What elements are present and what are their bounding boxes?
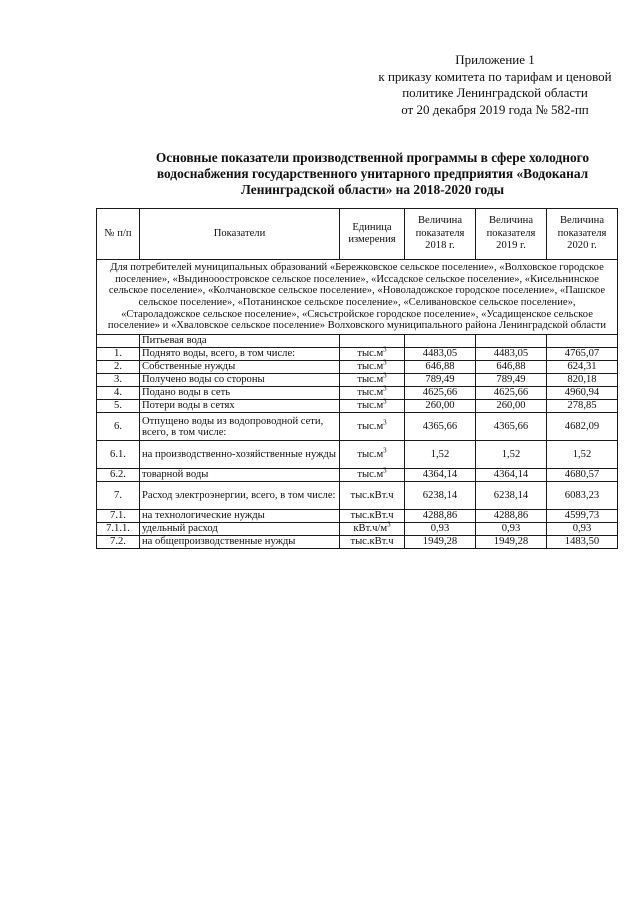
value-2018: 4288,86 [405,510,476,523]
unit-superscript: 3 [387,520,391,529]
indicator-rows [97,345,618,549]
row-indicator-name: Расход электроэнергии, всего, в том числе: [140,482,340,510]
value-2020: 4680,57 [547,469,618,482]
row-number: 1. [97,348,140,361]
unit-text: тыс.кВт.ч [350,510,394,521]
value-2018: 1,52 [405,441,476,469]
unit-text: тыс.м [357,400,384,411]
row-indicator-name: удельный расход [140,523,340,536]
annex-line-4: от 20 декабря 2019 года № 582-пп [401,101,589,117]
table-row [97,387,618,400]
value-2020: 820,18 [547,374,618,387]
value-2020: 4682,09 [547,413,618,441]
table-row [97,441,618,469]
value-2019: 789,49 [476,374,547,387]
unit-superscript: 3 [383,466,387,475]
title-line-3: Ленинградской области» на 2018-2020 годы [240,182,505,197]
row-indicator-name: Собственные нужды [140,361,340,374]
unit-text: тыс.м [357,374,384,385]
row-unit [340,384,405,400]
value-2020: 4599,73 [547,510,618,523]
table-row [97,510,618,523]
value-2018: 4625,66 [405,387,476,400]
description-row [97,260,618,335]
value-2020: 1483,50 [547,536,618,549]
table-row [97,361,618,374]
row-number: 2. [97,361,140,374]
section-empty-cell [476,335,547,348]
unit-superscript: 3 [383,371,387,380]
table-row [97,482,618,510]
section-empty-cell [405,335,476,348]
value-2018: 4364,14 [405,469,476,482]
value-2018: 4365,66 [405,413,476,441]
unit-superscript: 3 [383,418,387,427]
section-row [97,335,618,348]
section-label: Питьевая вода [140,335,340,348]
header-indicator: Показатели [140,209,340,260]
table-row [97,536,618,549]
header-num: № п/п [97,209,140,260]
row-unit [340,413,405,441]
value-2020: 624,31 [547,361,618,374]
row-indicator-name: товарной воды [140,469,340,482]
value-2019: 4365,66 [476,413,547,441]
row-number: 6.1. [97,441,140,469]
value-2018: 0,93 [405,523,476,536]
value-2019: 6238,14 [476,482,547,510]
row-indicator-name: Отпущено воды из водопроводной сети, всего, в том числе: [140,413,340,441]
value-2018: 260,00 [405,400,476,413]
value-2018: 646,88 [405,361,476,374]
unit-text: тыс.м [357,449,384,460]
annex-heading [360,52,630,118]
value-2020: 4960,94 [547,387,618,400]
section-num-cell [97,335,140,348]
row-indicator-name: Получено воды со стороны [140,374,340,387]
annex-line-2: к приказу комитета по тарифам и ценовой [378,68,612,84]
unit-text: кВт.ч/м [353,523,388,534]
title-line-1: Основные показатели производственной программы в сфере холодного [155,150,590,165]
table-row [97,400,618,413]
row-indicator-name: Подано воды в сеть [140,387,340,400]
value-2020: 6083,23 [547,482,618,510]
value-2019: 1,52 [476,441,547,469]
table-row [97,348,618,361]
value-2019: 646,88 [476,361,547,374]
value-2019: 1949,28 [476,536,547,549]
unit-text: тыс.м [357,421,384,432]
value-2020: 278,85 [547,400,618,413]
row-indicator-name: Потери воды в сетях [140,400,340,413]
row-number: 5. [97,400,140,413]
unit-text: тыс.м [357,361,384,372]
unit-text: тыс.м [357,469,384,480]
title-line-2: водоснабжения государственного унитарного предприятия «Водоканал [156,166,589,181]
unit-superscript: 3 [383,345,387,354]
unit-text: тыс.м [357,348,384,359]
table-row [97,374,618,387]
row-number: 7.1. [97,510,140,523]
row-unit [340,536,405,549]
table-row [97,469,618,482]
header-2018: Величина показателя 2018 г. [405,209,476,260]
row-number: 3. [97,374,140,387]
unit-text: тыс.кВт.ч [350,490,394,501]
section-empty-cell [547,335,618,348]
table-row [97,523,618,536]
value-2020: 4765,07 [547,348,618,361]
row-unit [340,520,405,536]
row-unit [340,397,405,413]
header-unit: Единица измерения [340,209,405,260]
document-title [150,150,595,198]
section-empty-cell [340,335,405,348]
value-2019: 4625,66 [476,387,547,400]
value-2018: 1949,28 [405,536,476,549]
row-number: 7. [97,482,140,510]
header-2020: Величина показателя 2020 г. [547,209,618,260]
row-indicator-name: на производственно-хозяйственные нужды [140,441,340,469]
row-unit [340,482,405,510]
value-2020: 1,52 [547,441,618,469]
table-row [97,413,618,441]
row-number: 4. [97,387,140,400]
municipalities-description: Для потребителей муниципальных образований «Бережковское сельское поселение», «Волховское городское поселение», «Выдинооостровское сельское поселение», «Иссадское сельское поселение», «Кисельнинское сельское поселение», «Колчановское сельское поселение», «Новоладожское городское поселение», «Пашское сельское поселение», «Потанинское сельское поселение», «Селивановское сельское поселение», «Староладожское сельское поселение», «Сясьстройское городское поселение», «Усадищенское сельское поселение» и «Хваловское сельское поселение» Волховского муниципального района Ленинградской области [97,260,618,335]
header-2019: Величина показателя 2019 г. [476,209,547,260]
row-indicator-name: на технологические нужды [140,510,340,523]
unit-text: тыс.кВт.ч [350,536,394,547]
row-unit [340,441,405,469]
row-number: 6. [97,413,140,441]
row-unit [340,358,405,374]
row-unit [340,510,405,523]
row-number: 6.2. [97,469,140,482]
row-indicator-name: Поднято воды, всего, в том числе: [140,348,340,361]
row-unit [340,466,405,482]
value-2018: 6238,14 [405,482,476,510]
value-2019: 260,00 [476,400,547,413]
annex-line-3: политике Ленинградской области [402,85,588,100]
unit-superscript: 3 [383,397,387,406]
value-2019: 4483,05 [476,348,547,361]
unit-text: тыс.м [357,387,384,398]
row-number: 7.2. [97,536,140,549]
value-2019: 4364,14 [476,469,547,482]
row-indicator-name: на общепроизводственные нужды [140,536,340,549]
value-2020: 0,93 [547,523,618,536]
indicators-table [96,208,618,549]
unit-superscript: 3 [383,384,387,393]
value-2018: 789,49 [405,374,476,387]
row-unit [340,345,405,361]
value-2019: 0,93 [476,523,547,536]
value-2019: 4288,86 [476,510,547,523]
row-unit [340,371,405,387]
annex-line-1: Приложение 1 [455,52,535,67]
unit-superscript: 3 [383,446,387,455]
value-2018: 4483,05 [405,348,476,361]
unit-superscript: 3 [383,358,387,367]
table-header-row [97,209,618,260]
row-number: 7.1.1. [97,523,140,536]
